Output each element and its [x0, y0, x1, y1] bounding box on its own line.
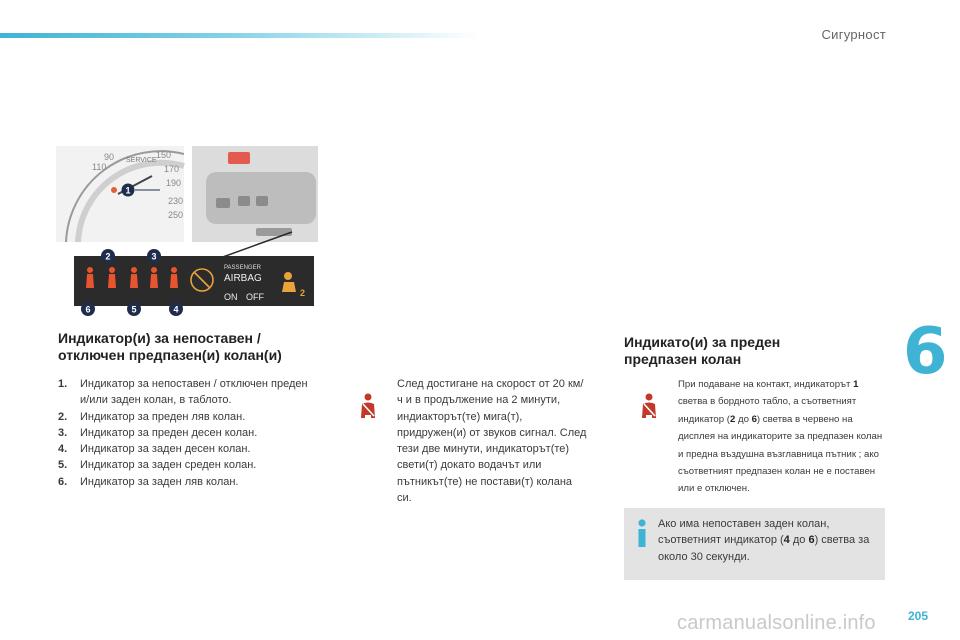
chapter-number: 6	[903, 315, 948, 389]
middle-paragraph: След достигане на скорост от 20 км/ч и в продължение на 2 минути, индиакторът(те) мига(т), придружен(и) от звуков сигнал. След тези две минути, индикаторът(те) свети(т) докато водачът или пътникът(те) не постави(т) колана си.	[397, 378, 587, 505]
right-section-title: Индикато(и) за преден предпазен колан	[624, 334, 781, 367]
dashboard-figure	[56, 146, 318, 318]
callout-label: 1	[125, 185, 131, 196]
panel-passenger-label: PASSENGER	[224, 265, 261, 271]
callout-label: 6	[85, 304, 91, 315]
speedo-label: 90	[104, 152, 115, 162]
panel-airbag-label: AIRBAG	[224, 273, 262, 284]
callout-label: 3	[151, 251, 157, 262]
speedo-label: 230	[168, 196, 184, 206]
seat-indicator	[86, 267, 94, 288]
console-button	[216, 198, 230, 208]
chapter-title: Сигурност	[821, 27, 886, 42]
seatbelt-warning-icon	[636, 392, 662, 420]
info-box	[624, 508, 885, 580]
page-number: 205	[908, 609, 929, 623]
callout-label: 2	[105, 251, 111, 262]
console-button	[238, 196, 250, 206]
seatbelt-warning-icon	[355, 392, 381, 420]
airbag-badge: 2	[300, 288, 306, 298]
warning-lamp	[111, 187, 117, 193]
seat-indicator	[170, 267, 178, 288]
watermark: carmanualsonline.info	[677, 612, 876, 634]
speedo-label: 250	[168, 210, 184, 220]
list-item: 2. Индикатор за преден ляв колан.	[58, 410, 246, 423]
left-section-title: Индикатор(и) за непоставен / отключен предпазен(и) колан(и)	[58, 330, 282, 363]
dashboard-illustration	[56, 146, 318, 318]
header-accent-bar	[0, 33, 480, 38]
panel-on-label: ON	[224, 292, 238, 302]
info-icon	[632, 518, 652, 548]
info-text: Ако има непоставен заден колан, съответният индикатор (4 до 6) светва за около 30 секунди.	[658, 518, 870, 563]
speedo-label: 150	[156, 150, 172, 160]
list-item: 6. Индикатор за заден ляв колан.	[58, 475, 239, 488]
console-slot	[256, 228, 292, 236]
list-item: 1. Индикатор за непоставен / отключен преден и/или заден колан, в таблото.	[58, 378, 308, 407]
seat-indicator	[130, 267, 138, 288]
list-item: 4. Индикатор за заден десен колан.	[58, 443, 251, 456]
seat-indicator	[108, 267, 116, 288]
speedo-label: 170	[164, 164, 180, 174]
console-light	[228, 152, 250, 164]
right-paragraph: При подаване на контакт, индикаторът 1 светва в бордното табло, а съответният индикатор (2 до 6) светва в червено на дисплея на индикаторите за предпазен колан и предна въздушна възглавница пътник ; ако съответният предпазен колан не е поставен или е отключен.	[678, 379, 883, 495]
speedo-label: SERVICE	[126, 157, 157, 164]
callout-label: 5	[131, 304, 137, 315]
indicator-list	[58, 376, 308, 490]
speedo-label: 190	[166, 178, 182, 188]
console-button	[256, 196, 268, 206]
panel-off-label: OFF	[246, 292, 264, 302]
seat-indicator	[150, 267, 158, 288]
list-item: 5. Индикатор за заден среден колан.	[58, 459, 257, 472]
callout-label: 4	[173, 304, 179, 315]
list-item: 3. Индикатор за преден десен колан.	[58, 426, 258, 439]
speedo-label: 110	[92, 162, 107, 172]
